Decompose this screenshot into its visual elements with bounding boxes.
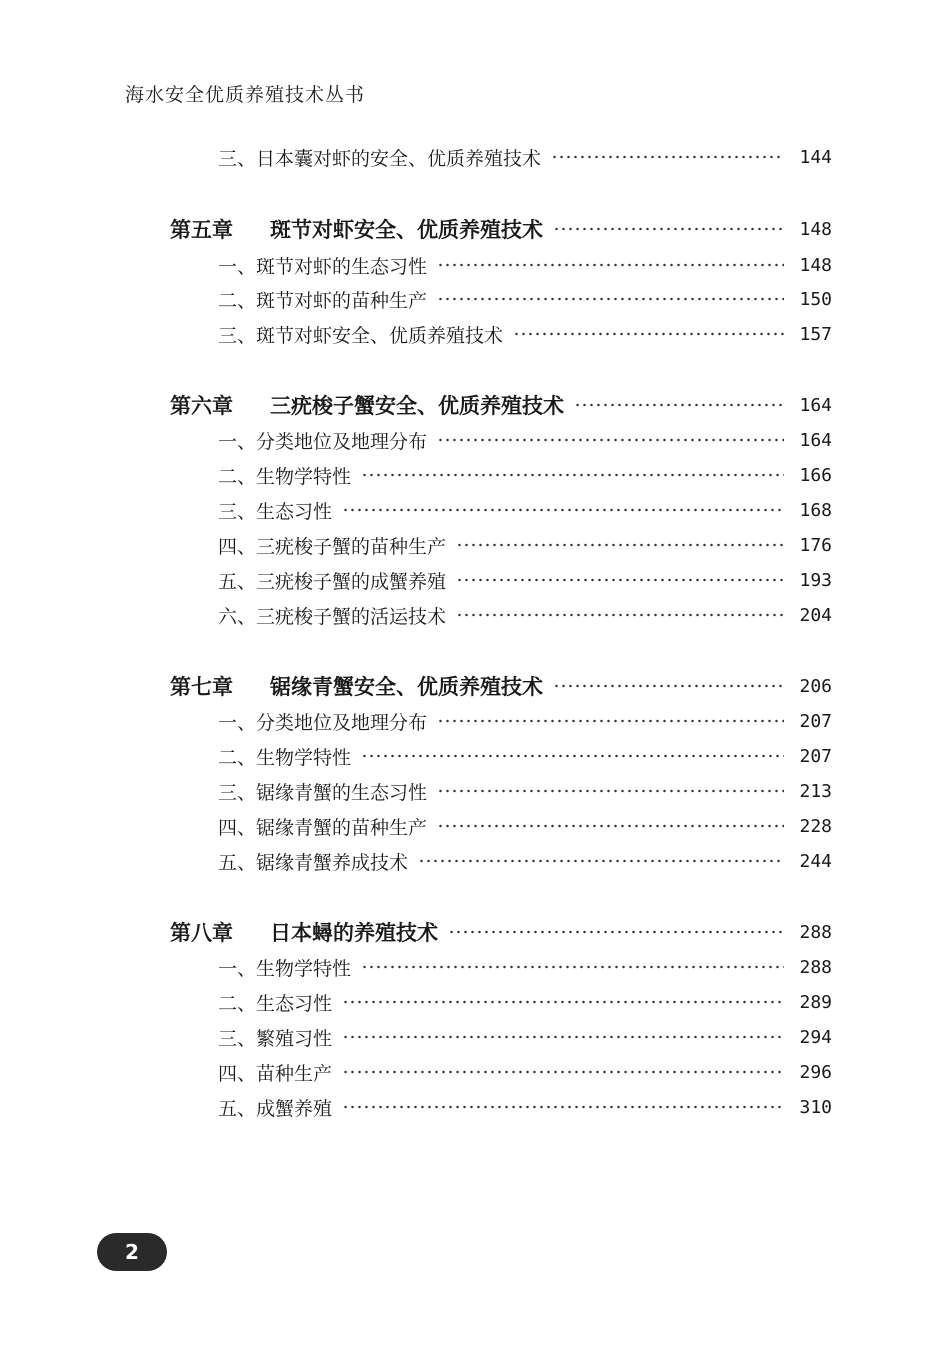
running-head: 海水安全优质养殖技术丛书 (125, 84, 366, 106)
chapter-number: 第五章 (170, 217, 233, 242)
dot-leader (361, 754, 784, 758)
section-title: 三、斑节对虾安全、优质养殖技术 (218, 324, 504, 347)
toc-page-number: 213 (799, 780, 832, 802)
toc-section-entry (218, 425, 832, 455)
toc-page-number: 144 (799, 146, 832, 168)
section-title: 四、锯缘青蟹的苗种生产 (218, 816, 428, 839)
toc-section-entry (218, 846, 832, 876)
toc-section-entry (218, 1057, 832, 1087)
section-title: 五、三疣梭子蟹的成蟹养殖 (218, 570, 447, 593)
toc-page-number: 204 (799, 604, 832, 626)
toc-section-entry (218, 776, 832, 806)
toc-section-entry (218, 495, 832, 525)
section-title: 四、三疣梭子蟹的苗种生产 (218, 535, 447, 558)
toc-page-number: 289 (799, 991, 832, 1013)
dot-leader (342, 1000, 784, 1004)
dot-leader (513, 332, 784, 336)
toc-section-entry (218, 1022, 832, 1052)
toc-section-entry (218, 319, 832, 349)
section-title: 四、苗种生产 (218, 1062, 333, 1085)
dot-leader (437, 719, 784, 723)
chapter-heading (170, 214, 543, 244)
toc-page-number: 164 (799, 394, 832, 416)
toc-chapter-entry (170, 917, 832, 947)
section-title: 二、生态习性 (218, 992, 333, 1015)
dot-leader (437, 263, 784, 267)
page-number-badge: 2 (97, 1233, 167, 1271)
section-title: 五、成蟹养殖 (218, 1097, 333, 1120)
toc-page-number: 157 (799, 323, 832, 345)
section-title: 三、生态习性 (218, 500, 333, 523)
dot-leader (342, 1105, 784, 1109)
dot-leader (456, 613, 784, 617)
section-title: 一、分类地位及地理分布 (218, 711, 428, 734)
toc-page-number: 150 (799, 288, 832, 310)
toc-section-entry (218, 600, 832, 630)
toc-page-number: 310 (799, 1096, 832, 1118)
dot-leader (574, 403, 784, 407)
toc-section-entry (218, 460, 832, 490)
dot-leader (342, 1035, 784, 1039)
toc-page-number: 244 (799, 850, 832, 872)
section-title: 二、斑节对虾的苗种生产 (218, 289, 428, 312)
toc-section-entry (218, 952, 832, 982)
section-title: 一、生物学特性 (218, 957, 352, 980)
section-title: 一、分类地位及地理分布 (218, 430, 428, 453)
chapter-title: 锯缘青蟹安全、优质养殖技术 (270, 674, 543, 699)
dot-leader (553, 684, 784, 688)
dot-leader (437, 438, 784, 442)
dot-leader (437, 824, 784, 828)
section-title: 六、三疣梭子蟹的活运技术 (218, 605, 447, 628)
chapter-title: 日本蟳的养殖技术 (270, 920, 438, 945)
toc-page-number: 148 (799, 218, 832, 240)
section-title: 二、生物学特性 (218, 465, 352, 488)
dot-leader (342, 508, 784, 512)
toc-section-entry (218, 142, 832, 172)
toc-section-entry (218, 741, 832, 771)
dot-leader (456, 578, 784, 582)
section-title: 三、锯缘青蟹的生态习性 (218, 781, 428, 804)
chapter-title: 三疣梭子蟹安全、优质养殖技术 (270, 393, 564, 418)
toc-page-number: 168 (799, 499, 832, 521)
toc-section-entry (218, 565, 832, 595)
toc-page-number: 193 (799, 569, 832, 591)
toc-page-number: 288 (799, 956, 832, 978)
chapter-heading (170, 390, 564, 420)
toc-chapter-entry (170, 214, 832, 244)
toc-page-number: 228 (799, 815, 832, 837)
section-title: 三、日本囊对虾的安全、优质养殖技术 (218, 147, 542, 170)
toc-section-entry (218, 706, 832, 736)
toc-page-number: 296 (799, 1061, 832, 1083)
dot-leader (437, 789, 784, 793)
toc-section-entry (218, 1092, 832, 1122)
toc-page-number: 288 (799, 921, 832, 943)
section-title: 一、斑节对虾的生态习性 (218, 255, 428, 278)
toc-section-entry (218, 811, 832, 841)
dot-leader (342, 1070, 784, 1074)
toc-page-number: 176 (799, 534, 832, 556)
toc-section-entry (218, 284, 832, 314)
dot-leader (553, 227, 784, 231)
dot-leader (448, 930, 784, 934)
dot-leader (551, 155, 784, 159)
toc-section-entry (218, 250, 832, 280)
toc-section-entry (218, 987, 832, 1017)
dot-leader (418, 859, 784, 863)
toc-page-number: 164 (799, 429, 832, 451)
toc-page-number: 148 (799, 254, 832, 276)
dot-leader (456, 543, 784, 547)
dot-leader (437, 297, 784, 301)
toc-page-number: 206 (799, 675, 832, 697)
toc-page-number: 207 (799, 710, 832, 732)
dot-leader (361, 473, 784, 477)
toc-chapter-entry (170, 671, 832, 701)
section-title: 二、生物学特性 (218, 746, 352, 769)
dot-leader (361, 965, 784, 969)
chapter-number: 第八章 (170, 920, 233, 945)
toc-page-number: 207 (799, 745, 832, 767)
chapter-title: 斑节对虾安全、优质养殖技术 (270, 217, 543, 242)
toc-chapter-entry (170, 390, 832, 420)
chapter-number: 第七章 (170, 674, 233, 699)
chapter-heading (170, 671, 543, 701)
chapter-heading (170, 917, 438, 947)
toc-page-number: 294 (799, 1026, 832, 1048)
toc-page-number: 166 (799, 464, 832, 486)
toc-section-entry (218, 530, 832, 560)
section-title: 五、锯缘青蟹养成技术 (218, 851, 409, 874)
chapter-number: 第六章 (170, 393, 233, 418)
section-title: 三、繁殖习性 (218, 1027, 333, 1050)
